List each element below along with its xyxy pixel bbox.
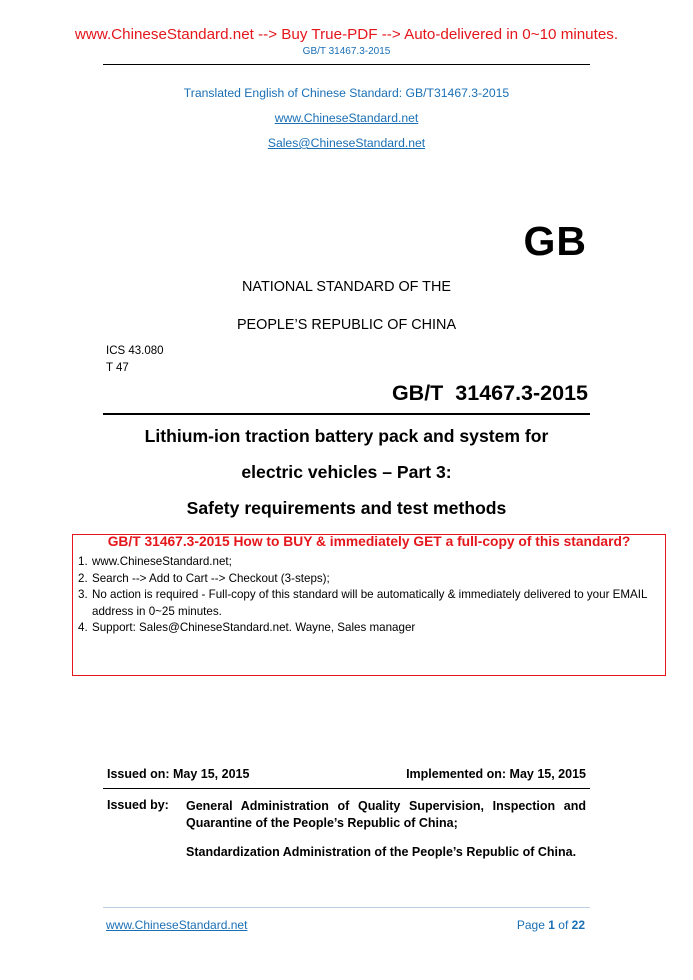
page-total: 22 (571, 918, 585, 932)
email-link[interactable]: Sales@ChineseStandard.net (267, 136, 426, 150)
translation-title: Translated English of Chinese Standard: GB/T31467.3-2015 (183, 86, 510, 100)
header-divider (103, 64, 590, 65)
step-text: Search --> Add to Cart --> Checkout (3-steps); (92, 571, 330, 585)
implemented-on-date: Implemented on: May 15, 2015 (406, 767, 586, 781)
national-standard-line2: PEOPLE’S REPUBLIC OF CHINA (236, 317, 457, 333)
step-number: 3. (78, 588, 88, 602)
standard-number: GB/T 31467.3-2015 (391, 381, 588, 405)
buy-step-1 (78, 554, 658, 571)
step-text[interactable]: www.ChineseStandard.net; (92, 555, 232, 568)
ics-code: ICS 43.080 (106, 345, 164, 357)
issuer-sac: Standardization Administration of the People’s Republic of China. (186, 845, 577, 859)
step-number: 1. (78, 555, 88, 568)
buy-box-title[interactable]: GB/T 31467.3-2015 How to BUY & immediately GET a full-copy of this standard? (107, 534, 631, 549)
step-number: 4. (78, 621, 88, 635)
page-of: of (558, 918, 569, 932)
step-number: 2. (78, 571, 88, 585)
footer-website-link[interactable]: www.ChineseStandard.net (106, 918, 248, 932)
issued-on-date: Issued on: May 15, 2015 (107, 767, 250, 781)
issuer-aqsiq: General Administration of Quality Supervision, Inspection and Quarantine of the People’s Republic of China; (186, 799, 586, 830)
gb-mark: GB (523, 218, 587, 264)
header-standard-code: GB/T 31467.3-2015 (302, 46, 391, 57)
step-text: No action is required - Full-copy of this standard will be automatically & immediately delivered to your EMAIL address in 0~25 minutes. (92, 588, 648, 618)
dates-row (107, 767, 586, 781)
page-indicator (517, 918, 585, 932)
title-line-3: Safety requirements and test methods (186, 498, 507, 518)
step-text[interactable]: Support: Sales@ChineseStandard.net. Wayne, Sales manager (92, 621, 416, 635)
buy-steps-list (78, 554, 658, 637)
category-code: T 47 (106, 362, 129, 374)
website-link[interactable]: www.ChineseStandard.net (274, 111, 419, 125)
buy-step-4 (78, 620, 658, 637)
buy-step-2 (78, 571, 658, 588)
issued-by-label: Issued by: (107, 798, 169, 812)
title-line-1: Lithium-ion traction battery pack and system for (144, 426, 549, 446)
promo-banner[interactable]: www.ChineseStandard.net --> Buy True-PDF --> Auto-delivered in 0~10 minutes. (74, 26, 619, 43)
buy-step-3 (78, 587, 658, 620)
page-prefix: Page (516, 918, 545, 932)
national-standard-line1: NATIONAL STANDARD OF THE (242, 279, 451, 295)
footer-divider (103, 907, 590, 908)
page-current: 1 (548, 918, 555, 932)
title-line-2: electric vehicles – Part 3: (241, 462, 452, 482)
dates-divider (103, 788, 590, 789)
title-divider (103, 413, 590, 415)
